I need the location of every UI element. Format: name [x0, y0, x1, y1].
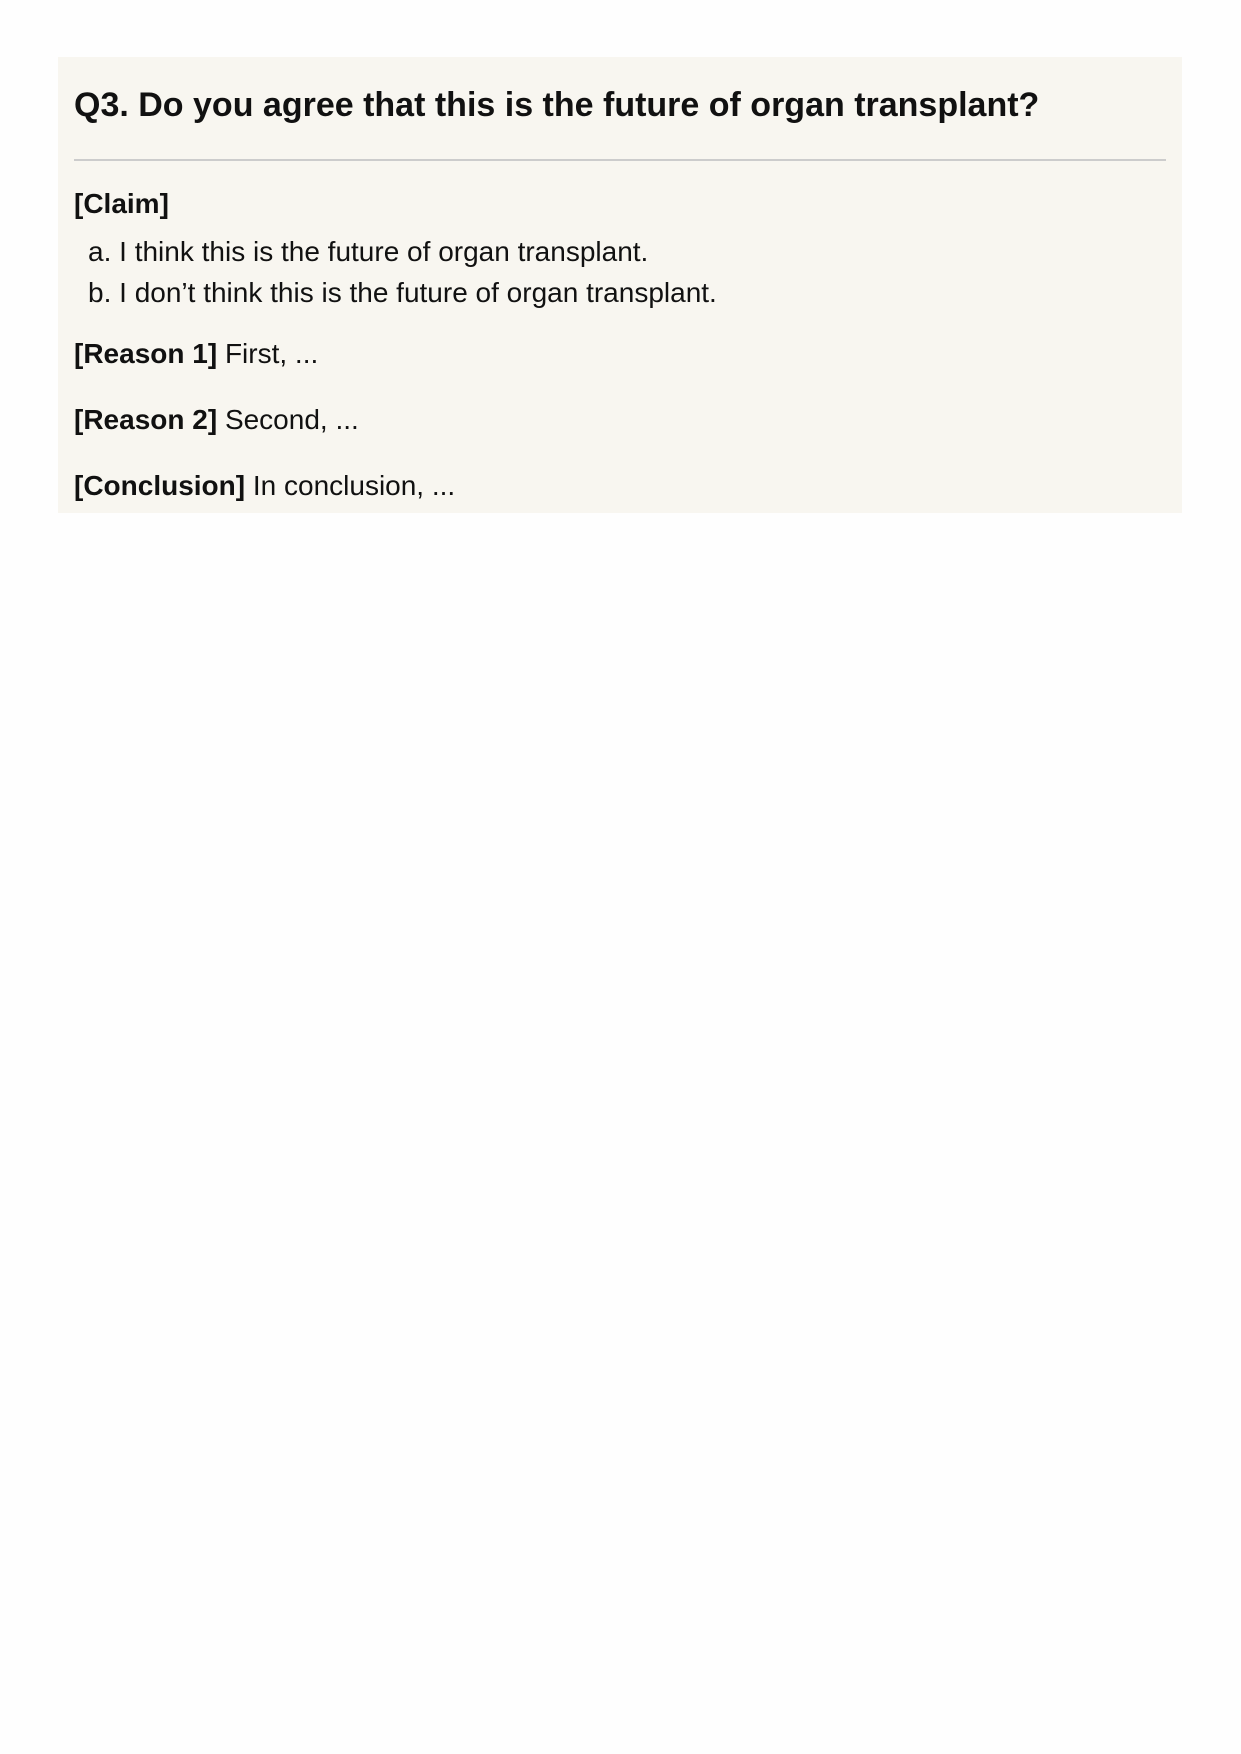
reason-2-text: Second, ...	[224, 404, 359, 435]
claim-options	[74, 231, 1166, 313]
reason-2-row	[74, 402, 1166, 438]
conclusion-label: [Conclusion]	[74, 470, 246, 501]
reason-1-text: First, ...	[224, 338, 319, 369]
claim-label: [Claim]	[74, 188, 169, 219]
claim-option-b	[74, 272, 1166, 313]
reason-1-row	[74, 336, 1166, 372]
conclusion-text: In conclusion, ...	[252, 470, 456, 501]
option-text: I don’t think this is the future of organ transplant.	[119, 277, 717, 308]
question-title: Q3. Do you agree that this is the future of organ transplant?	[74, 86, 1040, 124]
divider	[74, 159, 1166, 161]
claim-option-a	[74, 231, 1166, 272]
reason-1-label: [Reason 1]	[74, 338, 218, 369]
question-panel	[58, 57, 1182, 513]
reason-2-label: [Reason 2]	[74, 404, 218, 435]
option-text: I think this is the future of organ transplant.	[119, 236, 649, 267]
conclusion-row	[74, 468, 1166, 504]
option-marker: a.	[88, 236, 112, 267]
option-marker: b.	[88, 277, 112, 308]
